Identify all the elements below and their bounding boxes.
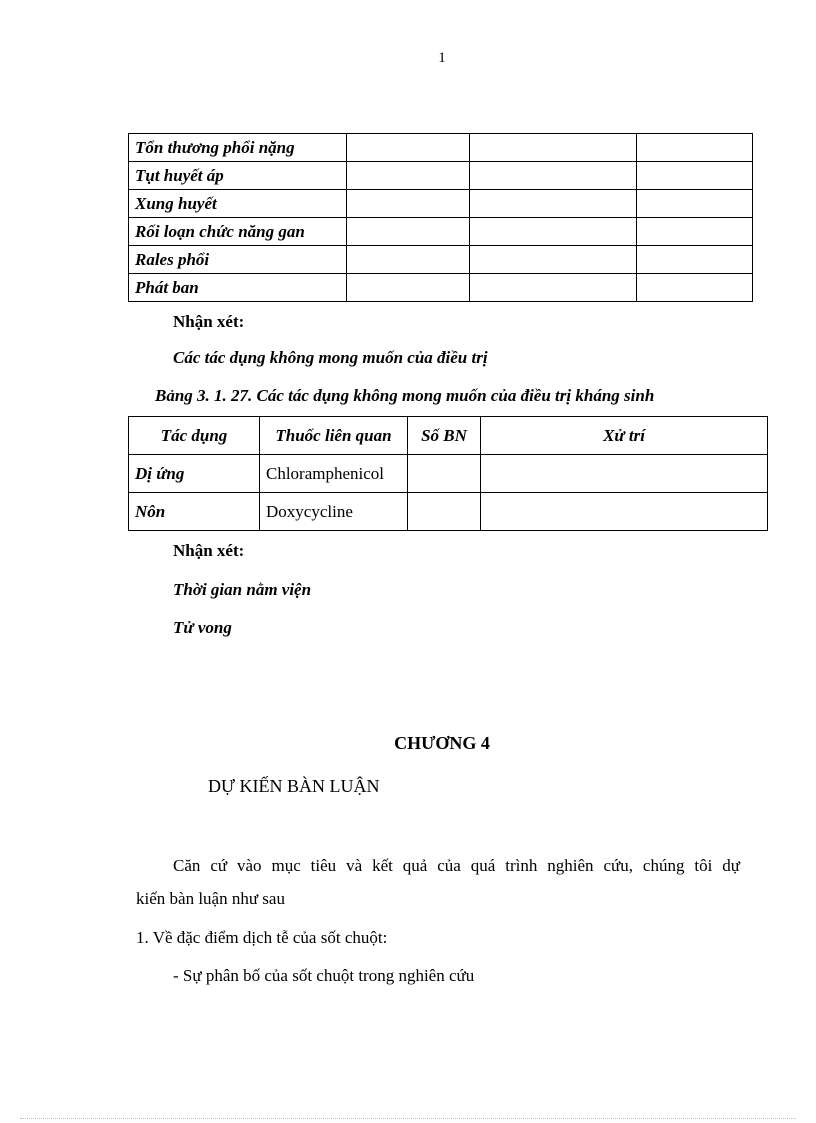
table-row	[129, 274, 753, 302]
row-label: Rales phổi	[129, 246, 347, 274]
table-row	[129, 493, 768, 531]
chapter-subtitle: DỰ KIẾN BÀN LUẬN	[208, 776, 380, 796]
page-bottom-divider	[20, 1118, 796, 1119]
remark-label: Nhận xét:	[173, 541, 245, 560]
table-header-row	[129, 417, 768, 455]
table-cell	[470, 274, 637, 302]
table-cell	[347, 218, 470, 246]
effect-cell: Dị ứng	[129, 455, 260, 493]
page-number: 1	[438, 50, 446, 66]
table-cell	[470, 218, 637, 246]
section-heading: Thời gian nằm viện	[173, 580, 312, 599]
table-cell	[408, 493, 481, 531]
row-label: Xung huyết	[129, 190, 347, 218]
drug-cell: Chloramphenicol	[260, 455, 408, 493]
row-label: Tụt huyết áp	[129, 162, 347, 190]
table-row	[129, 455, 768, 493]
column-header: Xử trí	[481, 417, 768, 455]
table-cell	[347, 246, 470, 274]
table-row	[129, 218, 753, 246]
table-row	[129, 246, 753, 274]
table-row	[129, 134, 753, 162]
table-cell	[637, 218, 753, 246]
list-item: 1. Về đặc điểm dịch tễ của sốt chuột:	[136, 928, 388, 947]
table-cell	[408, 455, 481, 493]
column-header: Số BN	[408, 417, 481, 455]
table-cell	[637, 134, 753, 162]
table-cell	[347, 134, 470, 162]
row-label: Rối loạn chức năng gan	[129, 218, 347, 246]
remark-label: Nhận xét:	[173, 312, 245, 331]
table-caption: Bảng 3. 1. 27. Các tác dụng không mong muốn của điều trị kháng sinh	[155, 386, 655, 405]
table-cell	[637, 190, 753, 218]
table-cell	[470, 134, 637, 162]
adverse-effects-table	[128, 416, 768, 531]
column-header: Thuốc liên quan	[260, 417, 408, 455]
paragraph-line: kiến bàn luận như sau	[136, 889, 285, 908]
section-heading: Các tác dụng không mong muốn của điều trị	[173, 348, 488, 367]
table-cell	[470, 190, 637, 218]
drug-cell: Doxycycline	[260, 493, 408, 531]
table-cell	[347, 190, 470, 218]
column-header: Tác dụng	[129, 417, 260, 455]
table-cell	[481, 455, 768, 493]
table-cell	[637, 246, 753, 274]
table-cell	[470, 246, 637, 274]
chapter-title: CHƯƠNG 4	[394, 733, 490, 753]
table-cell	[637, 274, 753, 302]
list-item: - Sự phân bố của sốt chuột trong nghiên cứu	[173, 966, 475, 985]
table-cell	[481, 493, 768, 531]
table-cell	[347, 274, 470, 302]
table-cell	[347, 162, 470, 190]
table-cell	[637, 162, 753, 190]
section-heading: Tử vong	[173, 618, 232, 637]
clinical-signs-table	[128, 133, 753, 302]
table-row	[129, 190, 753, 218]
table-cell	[470, 162, 637, 190]
effect-cell: Nôn	[129, 493, 260, 531]
paragraph-line: Căn cứ vào mục tiêu và kết quả của quá trình nghiên cứu, chúng tôi dự	[173, 856, 740, 875]
row-label: Tổn thương phổi nặng	[129, 134, 347, 162]
row-label: Phát ban	[129, 274, 347, 302]
table-row	[129, 162, 753, 190]
